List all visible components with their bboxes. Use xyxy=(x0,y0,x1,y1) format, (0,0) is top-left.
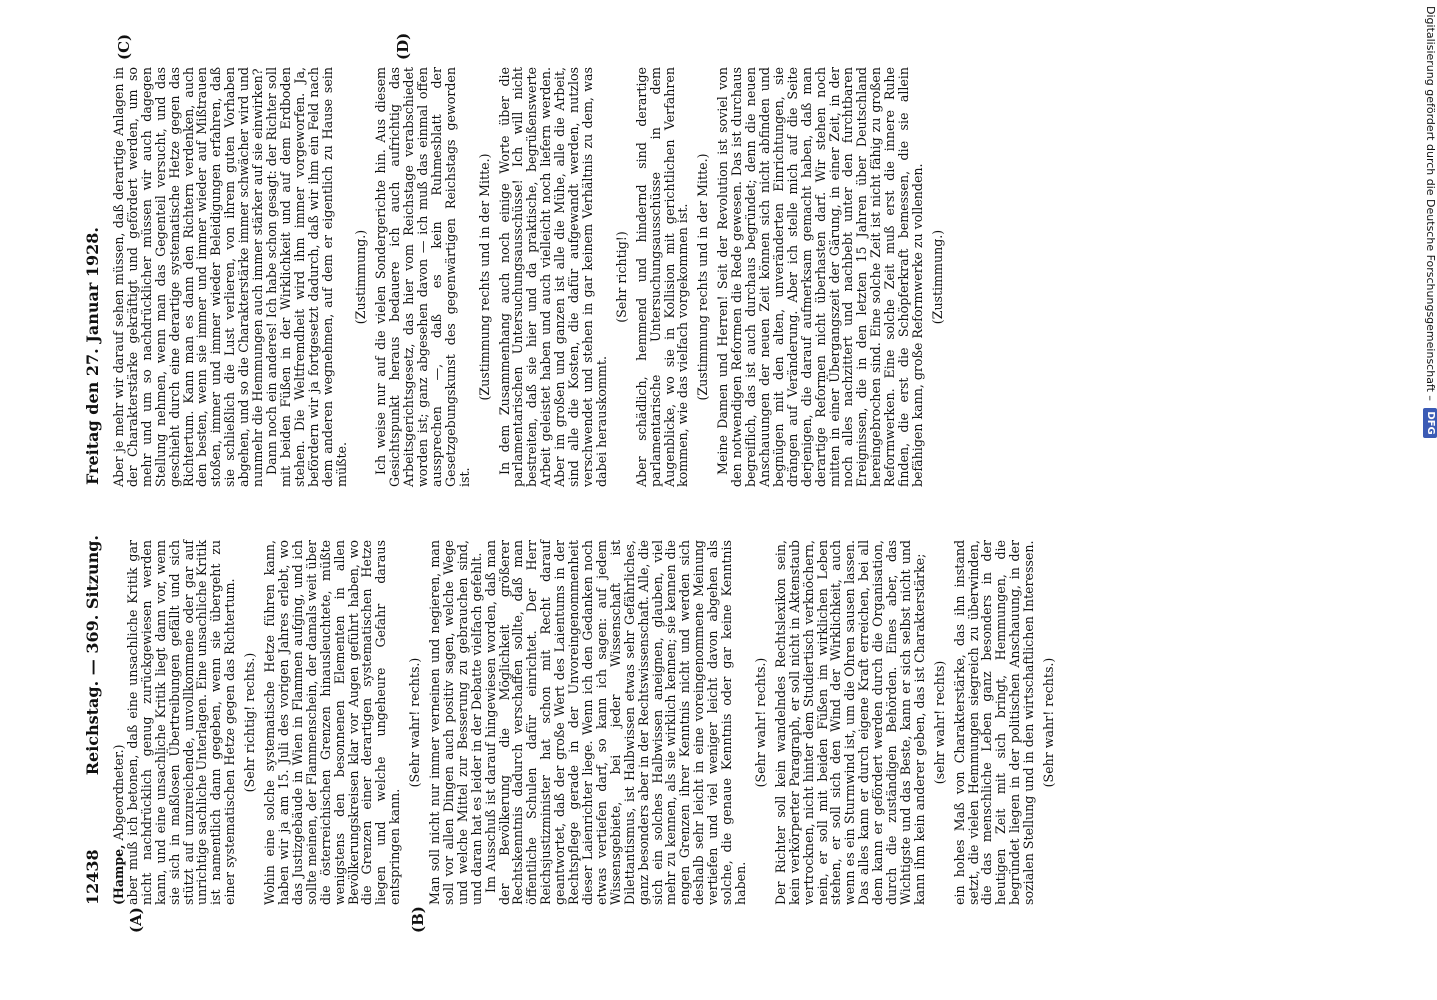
interjection: (Zustimmung rechts und in der Mitte.) xyxy=(695,153,711,401)
interjection: (Sehr richtig!) xyxy=(613,231,629,323)
paragraph: ein hohes Maß von Charakterstärke, das ihn instand setzt, die vielen Hemmungen siegreich zu überwinden, die das menschliche Leben ganz besonders in der heutigen Zeit mit sich bringt, Hemmungen, die begründet liegen in der politischen Anschauung, in der sozialen Stellung und in den wirtschaftlichen Interessen. xyxy=(951,540,1037,905)
paragraph: Im Ausschuß ist darauf hingewiesen worden, daß man der Bevölkerung die Möglichkeit größerer Rechtskenntnis dadurch verschaffen sollte, daß man öffentliche Schulen dafür einrichtet. Der Herr Reichsjustizminister hat schon mit Recht darauf geantwortet, daß der große Wert des Laientums in der Rechtspflege gerade in der Unvoreingenommenheit dieser Laienrichter liege. Wenn ich den Gedanken noch etwas vertiefen darf, so kann ich sagen: auf jedem Wissensgebiete, bei jeder Wissenschaft ist Dilettantismus, ist Halbwissen etwas sehr Gefährliches, ganz besonders aber in der Rechtswissenschaft. Alle, die sich ein solches Halbwissen aneignen, glauben, viel mehr zu kennen, als sie wirklich kennen; sie kennen die engen Grenzen ihrer Kenntnis nicht und werden sich deshalb sehr leicht in eine voreingenommene Meinung vertiefen und viel weniger leicht davon abgehen als solche, die genaue Kenntnis oder gar keine Kenntnis haben. xyxy=(482,540,748,905)
paragraph: Aber je mehr wir darauf sehen müssen, daß derartige Anlagen in der Charakterstärke gekräftigt und gefördert werden, um so mehr und um so nachdrücklicher müssen wir auch dagegen Stellung nehmen, wenn man das Gegenteil versucht, und das geschieht durch eine derartige systematische Hetze gegen das Richtertum. Kann man es dann den Richtern verdenken, auch den besten, wenn sie immer und immer wieder auf Mißtrauen stoßen, immer und immer wieder Beleidigungen erfahren, daß sie schließlich die Lust verlieren, von ihrem guten Vorhaben abgehen, und so die Charakterstärke immer schwächer wird und nunmehr die Hemmungen auch immer stärker auf sie einwirken? xyxy=(111,67,266,487)
margin-letter-a: (A) xyxy=(127,907,145,933)
interjection: (sehr wahr! rechts) xyxy=(931,660,947,785)
interjection: (Sehr wahr! rechts.) xyxy=(1041,657,1057,788)
paragraph: Wohin eine solche systematische Hetze führen kann, haben wir ja am 15. Juli des vorigen Jahres erlebt, wo das Justizgebäude in Wien in Flammen aufging, und ich sollte meinen, der Flammenschein, der damals weit über die österreichischen Grenzen hinausleuchtete, müßte wenigstens den besonnenen Elementen in allen Bevölkerungskreisen klar vor Augen geführt haben, wo die Grenzen einer derartigen systematischen Hetze liegen und welche ungeheure Gefahr daraus entspringen kann. xyxy=(262,540,403,905)
left-text-column xyxy=(111,540,1057,905)
speaker-line xyxy=(112,540,126,905)
page-header xyxy=(82,45,106,905)
digitization-text: Digitalisierung gefördert durch die Deutsche Forschungsgemeinschaft – xyxy=(1424,6,1437,401)
paragraph: Dann noch ein anderes! Ich habe schon gesagt: der Richter soll mit beiden Füßen in der Wirklichkeit und auf dem Erdboden stehen. Die Weltfremdheit wird ihm immer vorgeworfen. Ja, befördern wir ja fortgesetzt dadurch, daß wir ihm ein Feld nach dem anderen wegnehmen, auf dem er eigentlich zu Hause sein müßte. xyxy=(263,67,349,487)
speaker-role: Abgeordneter.) xyxy=(111,744,126,845)
rotated-page xyxy=(82,32,1057,933)
header-date: Freitag den 27. Januar 1928. xyxy=(83,227,102,485)
paragraph: Meine Damen und Herren! Seit der Revolution ist soviel von den notwendigen Reformen die Rede gewesen. Das ist durchaus begreiflich, das ist auch durchaus begründet; denn die neuen Anschauungen der neuen Zeit können sich nicht abfinden und begnügen mit den alten, unveränderten Einrichtungen, sie drängen auf Veränderung. Aber ich stelle mich auf die Seite derjenigen, die darauf aufmerksam gemacht haben, daß man derartige Reformen nicht überhasten darf. Wir stehen noch mitten in einer Übergangszeit der Gärung, in einer Zeit, in der noch alles nachzittert und nachbebt unter den furchtbaren Ereignissen, die in den letzten 15 Jahren über Deutschland hereingebrochen sind. Eine solche Zeit ist nicht fähig zu großen Reformwerken. Eine solche Zeit muß erst die innere Ruhe finden, die erst die Schöpferkraft bemessen, die sie allein befähigen kann, große Reformwerke zu vollenden. xyxy=(715,67,925,487)
page-number: 12438 xyxy=(83,849,102,905)
interjection: (Zustimmung.) xyxy=(929,229,945,325)
right-text-column xyxy=(111,67,945,487)
interjection: (Sehr wahr! rechts.) xyxy=(752,657,768,788)
paragraph: aber muß ich betonen, daß eine unsachliche Kritik gar nicht nachdrücklich genug zurückgewiesen werden kann, und eine unsachliche Kritik liegt dann vor, wenn sie sich in maßlosen Übertreibungen gefällt und sich stützt auf unzureichende, unvollkommene oder gar auf unrichtige sachliche Unterlagen. Eine unsachliche Kritik ist namentlich dann gegeben, wenn sie übergeht zu einer systematischen Hetze gegen das Richtertum. xyxy=(124,540,238,905)
interjection: (Zustimmung rechts und in der Mitte.) xyxy=(476,153,492,401)
interjection: (Sehr richtig! rechts.) xyxy=(242,652,258,793)
dfg-logo: DFG xyxy=(1423,408,1437,437)
paragraph: Ich weise nur auf die vielen Sondergerichte hin. Aus diesem Gesichtspunkt heraus bedauere ich auch aufrichtig das Arbeitsgerichtsgesetz, das hier vom Reichstage verabschiedet worden ist; ganz abgesehen davon — ich muß das einmal offen aussprechen —, daß es kein Ruhmesblatt der Gesetzgebungskunst des gegenwärtigen Reichstags geworden ist. xyxy=(373,67,472,487)
paragraph: Man soll nicht nur immer verneinen und negieren, man soll vor allen Dingen auch positiv sagen, welche Wege und welche Mittel zur Besserung zu gebrauchen sind, und daran hat es leider in der Debatte vielfach gefehlt. xyxy=(427,540,484,905)
margin-letter-d: (D) xyxy=(394,32,412,60)
paragraph: In dem Zusammenhang auch noch einige Worte über die parlamentarischen Untersuchungsausschüsse! Ich will nicht bestreiten, daß sie hier und da praktische, begrüßenswerte Arbeit geleistet haben und auch vielleicht noch liefern werden. Aber im großen und ganzen ist alle die Mühe, alle die Arbeit, sind alle die Kosten, die dafür aufgewandt werden, nutzlos verschwendet und stehen in gar keinem Verhältnis zu dem, was dabei herauskommt. xyxy=(496,67,609,487)
interjection: (Zustimmung.) xyxy=(353,229,369,325)
margin-letter-c: (C) xyxy=(115,33,133,60)
margin-letter-b: (B) xyxy=(409,906,427,933)
paragraph: Der Richter soll kein wandelndes Rechtslexikon sein, kein verkörperter Paragraph, er soll nicht in Aktenstaub vertrocknen, nicht hinter dem Studiertisch verknöchern, nein, er soll mit beiden Füßen im wirklichen Leben stehen, er soll sich den Wind der Wirklichkeit, auch wenn es ein Sturmwind ist, um die Ohren sausen lassen. Das alles kann er durch eigene Kraft erreichen, bei all dem kann er gefördert werden durch die Organisation, durch die zuständigen Behörden. Eines aber, das Wichtigste und das Beste, kann er sich selbst nicht und kann ihm kein anderer geben, das ist Charakterstärke; xyxy=(772,540,927,905)
document-page xyxy=(82,32,1057,933)
header-session: Reichstag. — 369. Sitzung. xyxy=(83,535,102,776)
interjection: (Sehr wahr! rechts.) xyxy=(407,657,423,788)
speaker-name: (Hampe, xyxy=(111,844,126,905)
paragraph: Aber schädlich, hemmend und hindernd sind derartige parlamentarische Untersuchungsausschüsse in dem Augenblicke, wo sie in Kollision mit gerichtlichen Verfahren kommen, wie das vielfach vorgekommen ist. xyxy=(633,67,691,487)
digitization-note xyxy=(1423,6,1437,706)
